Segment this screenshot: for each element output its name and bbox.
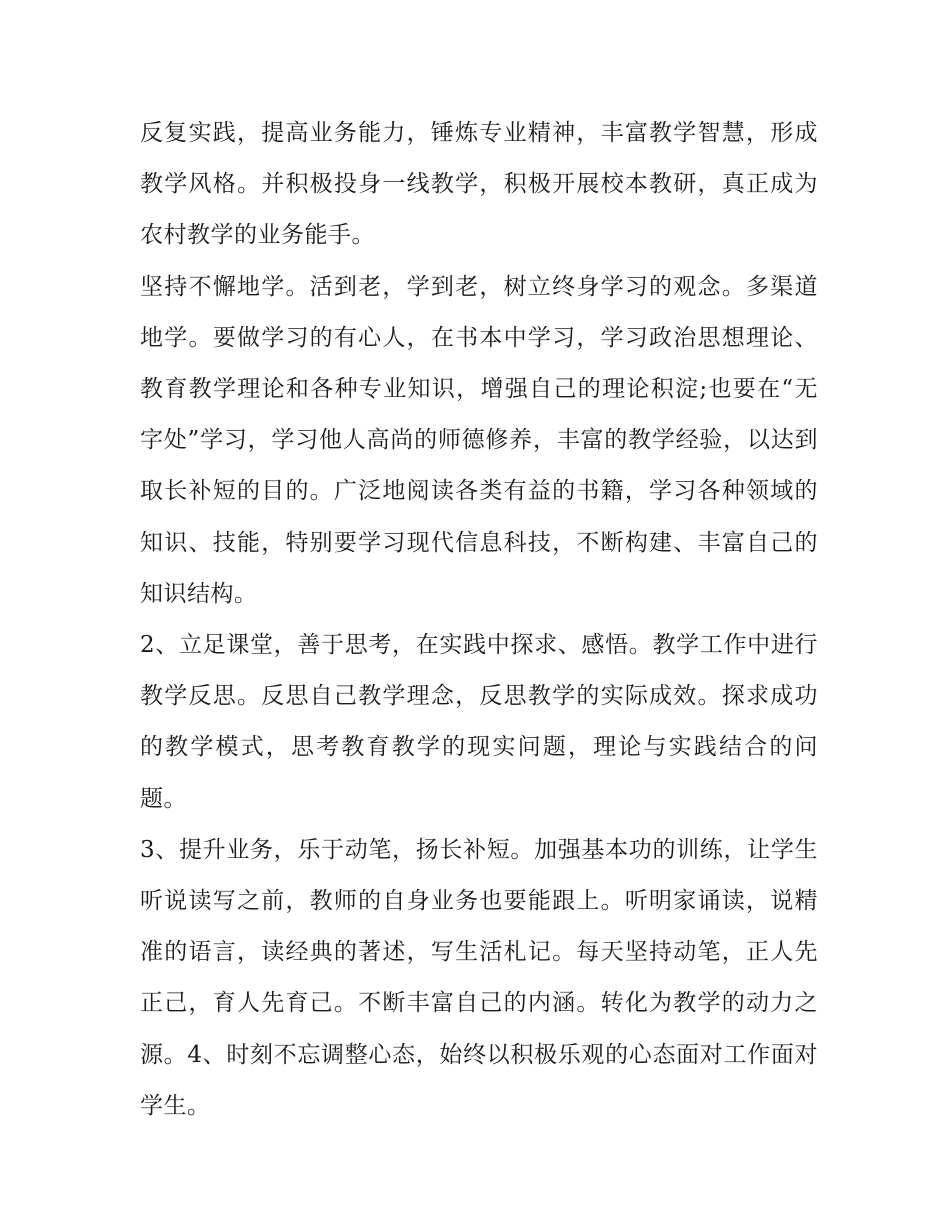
paragraph-lifelong-learning: 坚持不懈地学。活到老，学到老，树立终身学习的观念。多渠道地学。要做学习的有心人，在书本中学习，学习政治思想理论、教育教学理论和各种专业知识，增强自己的理论积淀;也要在“无字处”学习，学习他人高尚的师德修养，丰富的教学经验，以达到取长补短的目的。广泛地阅读各类有益的书籍，学习各种领域的知识、技能，特别要学习现代信息科技，不断构建、丰富自己的知识结构。	[140, 273, 818, 607]
paragraph-writing-and-attitude: 3、提升业务，乐于动笔，扬长补短。加强基本功的训练，让学生听说读写之前，教师的自身业务也要能跟上。听明家诵读，说精准的语言，读经典的著述，写生活札记。每天坚持动笔，正人先正己，育人先育己。不断丰富自己的内涵。转化为教学的动力之源。4、时刻不忘调整心态，始终以积极乐观的心态面对工作面对学生。	[140, 836, 818, 1119]
paragraph-classroom-reflection: 2、立足课堂，善于思考，在实践中探求、感悟。教学工作中进行教学反思。反思自己教学理念，反思教学的实际成效。探求成功的教学模式，思考教育教学的现实问题，理论与实践结合的问题。	[140, 632, 818, 812]
document-body	[140, 108, 818, 1132]
paragraph-practice: 反复实践，提高业务能力，锤炼专业精神，丰富教学智慧，形成教学风格。并积极投身一线教学，积极开展校本教研，真正成为农村教学的业务能手。	[140, 120, 818, 249]
